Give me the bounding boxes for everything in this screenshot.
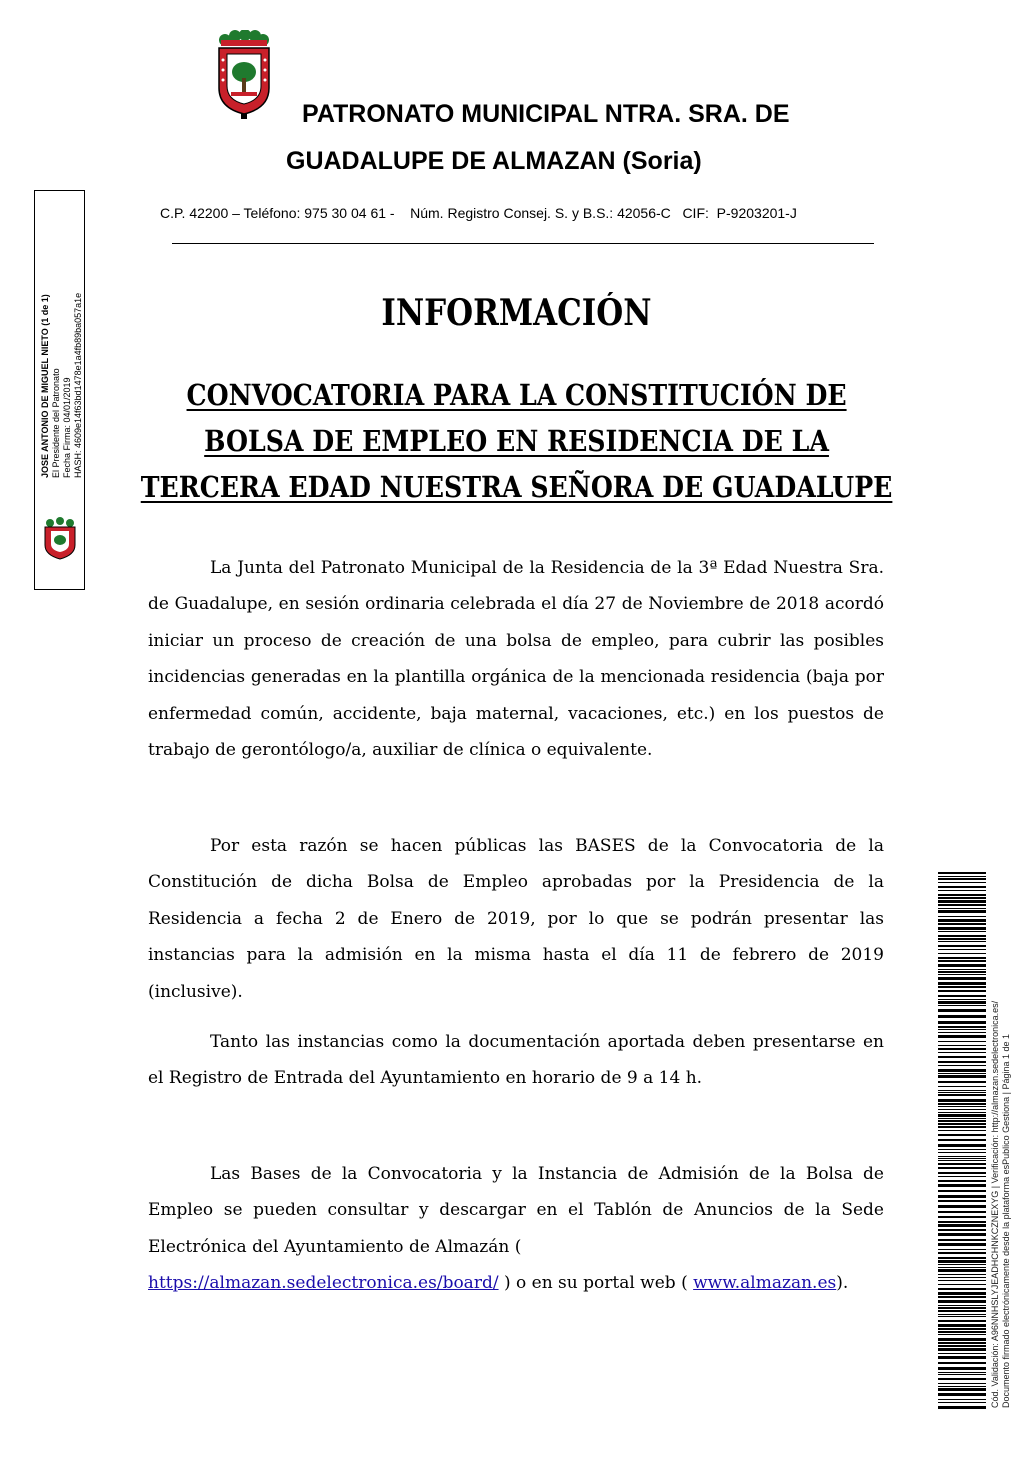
barcode-bar: [938, 1086, 986, 1087]
barcode-bar: [938, 1184, 986, 1187]
barcode-bar: [938, 1021, 986, 1024]
contact-info: C.P. 42200 – Teléfono: 975 30 04 61 - Núm. Registro Consej. S. y B.S.: 42056-C CIF: P-9203201-J: [160, 205, 797, 221]
barcode-bar: [938, 904, 986, 906]
barcode-bar: [938, 886, 986, 888]
barcode-bar: [938, 1243, 986, 1246]
barcode-bar: [938, 941, 986, 942]
verification-barcode: [938, 872, 986, 1410]
barcode-bar: [938, 1284, 986, 1285]
barcode-bar: [938, 1065, 986, 1066]
barcode-bar: [938, 945, 986, 947]
barcode-bar: [938, 1001, 986, 1004]
paragraph-1: La Junta del Patronato Municipal de la Residencia de la 3ª Edad Nuestra Sra. de Guadalupe, en sesión ordinaria celebrada el día 27 de Noviembre de 2018 acordó iniciar un proceso de creación de una bolsa de empleo, para cubrir las posibles incidencias generadas en la plantilla orgánica de la mencionada residencia (baja por enfermedad común, accidente, baja maternal, vacaciones, etc.) en los puestos de trabajo de gerontólogo/a, auxiliar de clínica o equivalente.: [148, 558, 884, 761]
barcode-bar: [938, 1260, 986, 1263]
barcode-bar: [938, 1081, 986, 1083]
barcode-bar: [938, 1190, 986, 1192]
sede-board-link[interactable]: https://almazan.sedelectronica.es/board/: [148, 1273, 499, 1294]
barcode-bar: [938, 1172, 986, 1174]
barcode-bar: [938, 1356, 986, 1359]
barcode-bar: [938, 910, 986, 913]
barcode-bar: [938, 1314, 986, 1315]
barcode-bar: [938, 1026, 986, 1028]
subtitle-line-3: TERCERA EDAD NUESTRA SEÑORA DE GUADALUPE: [140, 470, 893, 504]
barcode-bar: [938, 1158, 986, 1159]
barcode-bar: [938, 1367, 986, 1370]
barcode-bar: [938, 931, 986, 932]
barcode-bar: [938, 1296, 986, 1298]
barcode-bar: [938, 1345, 986, 1347]
barcode-bar: [938, 1277, 986, 1278]
barcode-bar: [938, 982, 986, 985]
barcode-bar: [938, 1338, 986, 1341]
barcode-bar: [938, 1123, 986, 1125]
barcode-bar: [938, 1005, 986, 1006]
barcode-bar: [938, 990, 986, 992]
barcode-bar: [938, 935, 986, 937]
barcode-bar: [938, 923, 986, 925]
barcode-bar: [938, 1103, 986, 1105]
barcode-bar: [938, 1300, 986, 1303]
barcode-bar: [938, 1406, 986, 1409]
barcode-bar: [938, 1378, 986, 1380]
barcode-bar: [938, 1073, 986, 1074]
barcode-bar: [938, 1109, 986, 1110]
barcode-bar: [938, 964, 986, 967]
barcode-bar: [938, 1156, 986, 1157]
barcode-bar: [938, 1099, 986, 1102]
barcode-bar: [938, 1118, 986, 1119]
barcode-bar: [938, 1239, 986, 1241]
barcode-bar: [938, 1069, 986, 1072]
signature-stamp-text: JOSE ANTONIO DE MIGUEL NIETO (1 de 1) El Presidente del Patronato Fecha Firma: 04/01/2019 HASH: 4609e14f63bd1478e1a4fb89ba057a1e: [40, 292, 83, 478]
barcode-bar: [938, 927, 986, 930]
verification-text: Cód. Validación: A96NNHSLYJEADHCHNKCZNEXYG | Verificación: http://almazan.sedelectronica.es/ Documento firmado electrónicamente desde la plataforma esPublico Gestiona | Página 1 de 1: [990, 1000, 1011, 1408]
barcode-bar: [938, 897, 986, 899]
barcode-bar: [938, 977, 986, 980]
barcode-bar: [938, 908, 986, 909]
barcode-bar: [938, 1388, 986, 1391]
barcode-bar: [938, 882, 986, 883]
barcode-bar: [938, 1331, 986, 1333]
barcode-bar: [938, 1045, 986, 1046]
barcode-bar: [938, 1152, 986, 1153]
barcode-bar: [938, 1328, 986, 1330]
paragraph-3: Tanto las instancias como la documentación aportada deben presentarse en el Registro de Entrada del Ayuntamiento en horario de 9 a 14 h.: [148, 1032, 884, 1089]
subtitle-line-1: CONVOCATORIA PARA LA CONSTITUCIÓN DE: [186, 378, 847, 412]
barcode-bar: [938, 919, 986, 922]
barcode-bar: [938, 1048, 986, 1050]
barcode-bar: [938, 1252, 986, 1254]
stamp-seal-icon: [40, 517, 80, 561]
barcode-bar: [938, 1163, 986, 1165]
barcode-bar: [938, 1149, 986, 1150]
barcode-bar: [938, 916, 986, 917]
barcode-bar: [938, 999, 986, 1000]
barcode-bar: [938, 1257, 986, 1259]
barcode-bar: [938, 1126, 986, 1128]
barcode-bar: [938, 957, 986, 959]
barcode-bar: [938, 938, 986, 940]
organization-name-line1: PATRONATO MUNICIPAL NTRA. SRA. DE: [302, 100, 790, 128]
barcode-bar: [938, 1120, 986, 1122]
barcode-bar: [938, 1233, 986, 1236]
barcode-bar: [938, 1035, 986, 1038]
document-title: INFORMACIÓN: [381, 292, 652, 334]
barcode-bar: [938, 995, 986, 997]
barcode-bar: [938, 1075, 986, 1078]
barcode-bar: [938, 1374, 986, 1375]
barcode-bar: [938, 1106, 986, 1107]
barcode-bar: [938, 1342, 986, 1344]
barcode-bar: [938, 1307, 986, 1309]
barcode-bar: [938, 1221, 986, 1223]
barcode-bar: [938, 1200, 986, 1202]
barcode-bar: [938, 953, 986, 954]
barcode-bar: [938, 890, 986, 891]
barcode-bar: [938, 1324, 986, 1327]
barcode-bar: [938, 1334, 986, 1335]
barcode-bar: [938, 1176, 986, 1177]
barcode-bar: [938, 1144, 986, 1147]
barcode-bar: [938, 1216, 986, 1218]
barcode-bar: [938, 960, 986, 962]
barcode-bar: [938, 1224, 986, 1227]
barcode-bar: [938, 974, 986, 975]
coat-of-arms-logo: [213, 30, 273, 120]
barcode-bar: [938, 1029, 986, 1030]
barcode-bar: [938, 1310, 986, 1312]
barcode-bar: [938, 949, 986, 950]
barcode-bar: [938, 1274, 986, 1275]
barcode-bar: [938, 1090, 986, 1091]
barcode-bar: [938, 1264, 986, 1265]
barcode-bar: [938, 1094, 986, 1096]
portal-web-link[interactable]: www.almazan.es: [693, 1273, 837, 1294]
barcode-bar: [938, 1139, 986, 1141]
barcode-bar: [938, 1041, 986, 1042]
barcode-bar: [938, 1399, 986, 1400]
barcode-bar: [938, 1249, 986, 1250]
paragraph-4: Las Bases de la Convocatoria y la Instancia de Admisión de la Bolsa de Empleo se pueden consultar y descargar en el Tablón de Anuncios de la Sede Electrónica del Ayuntamiento de Almazán ( https://almazan.sedelectronica.es/board/ ) o en su portal web ( www.almazan.es).: [148, 1164, 884, 1294]
barcode-bar: [938, 1280, 986, 1281]
barcode-bar: [938, 1211, 986, 1213]
barcode-bar: [938, 1348, 986, 1351]
paragraph-2: Por esta razón se hacen públicas las BASES de la Convocatoria de la Constitución de dicha Bolsa de Empleo aprobadas por la Presidencia de la Residencia a fecha 2 de Enero de 2019, por lo que se podrán presentar las instancias para la admisión en la misma hasta el día 11 de febrero de 2019 (inclusive).: [148, 836, 884, 1002]
barcode-bar: [938, 1180, 986, 1182]
barcode-bar: [938, 1353, 986, 1354]
barcode-bar: [938, 1288, 986, 1290]
header-divider: [172, 243, 874, 244]
barcode-bar: [938, 1362, 986, 1364]
barcode-bar: [938, 971, 986, 973]
barcode-bar: [938, 1305, 986, 1306]
barcode-bar: [938, 876, 986, 877]
barcode-bar: [938, 1032, 986, 1033]
barcode-bar: [938, 1292, 986, 1295]
barcode-bar: [938, 1269, 986, 1272]
barcode-bar: [938, 872, 986, 874]
barcode-bar: [938, 986, 986, 988]
barcode-bar: [938, 1205, 986, 1208]
barcode-bar: [938, 1386, 986, 1387]
barcode-bar: [938, 1402, 986, 1403]
barcode-bar: [938, 1009, 986, 1012]
barcode-bar: [938, 1229, 986, 1231]
barcode-bar: [938, 1167, 986, 1169]
barcode-bar: [938, 1372, 986, 1373]
barcode-bar: [938, 1195, 986, 1198]
barcode-bar: [938, 1052, 986, 1053]
barcode-bar: [938, 1056, 986, 1058]
barcode-bar: [938, 1393, 986, 1396]
barcode-bar: [938, 969, 986, 970]
barcode-bar: [938, 1320, 986, 1322]
barcode-bar: [938, 1316, 986, 1317]
barcode-bar: [938, 1061, 986, 1063]
barcode-bar: [938, 1092, 986, 1093]
barcode-bar: [938, 1015, 986, 1018]
barcode-bar: [938, 1267, 986, 1268]
barcode-bar: [938, 1160, 986, 1161]
barcode-bar: [938, 1134, 986, 1136]
organization-name-line2: GUADALUPE DE ALMAZAN (Soria): [286, 147, 702, 175]
barcode-bar: [938, 1130, 986, 1131]
barcode-bar: [938, 1114, 986, 1117]
barcode-bar: [938, 1383, 986, 1384]
barcode-bar: [938, 878, 986, 880]
barcode-bar: [938, 900, 986, 903]
barcode-bar: [938, 1112, 986, 1113]
subtitle-line-2: BOLSA DE EMPLEO EN RESIDENCIA DE LA: [204, 424, 829, 458]
barcode-bar: [938, 894, 986, 896]
